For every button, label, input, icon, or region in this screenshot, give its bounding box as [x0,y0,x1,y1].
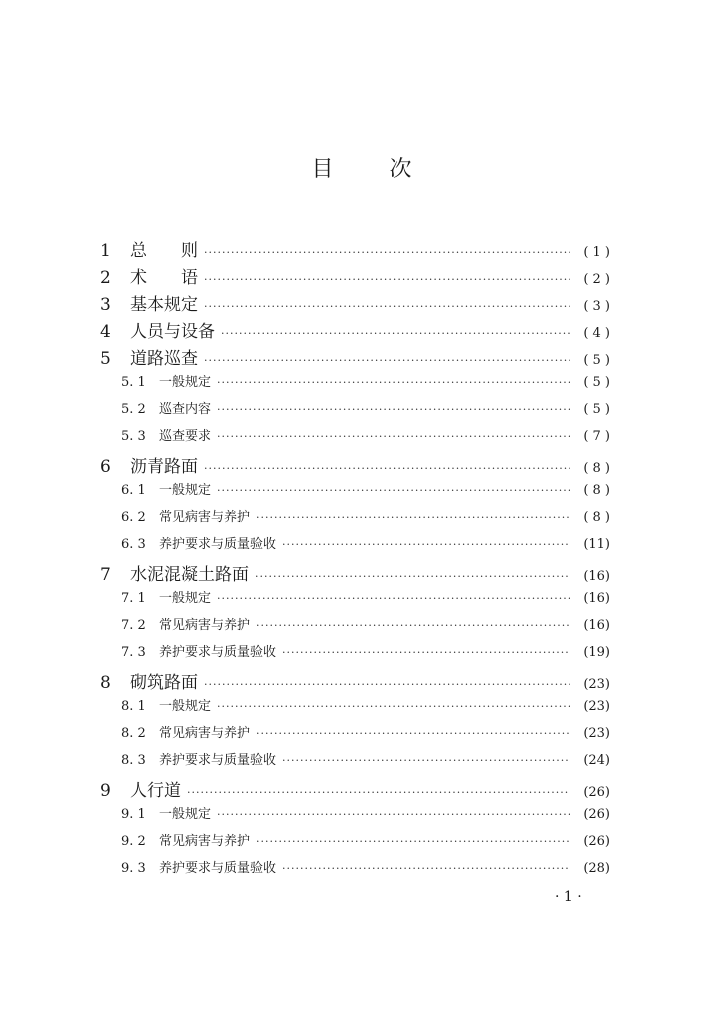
toc-entry-title: 沥青路面 [130,457,198,477]
toc-section-entry[interactable] [100,425,610,452]
toc-entry-title: 常见病害与养护 [159,834,251,849]
toc-chapter-entry[interactable] [100,236,610,263]
toc-dot-leader [217,808,570,821]
toc-entry-page: ( 8 ) [583,461,610,476]
toc-section-entry[interactable] [100,803,610,830]
toc-section-entry[interactable] [100,533,610,560]
toc-dot-leader [204,246,570,259]
toc-entry-title: 巡查要求 [159,429,212,444]
toc-entry-title: 一般规定 [159,375,212,390]
toc-entry-page: (16) [583,591,610,606]
toc-chapter-entry[interactable] [100,452,610,479]
toc-entry-page: ( 5 ) [583,353,610,368]
toc-chapter-entry[interactable] [100,344,610,371]
page-title [0,152,723,183]
toc-entry-number: 3 [100,295,111,315]
toc-entry-title: 养护要求与质量验收 [159,861,277,876]
toc-entry-number: 4 [100,322,111,342]
toc-entry-number: 8. 3 [121,753,146,768]
toc-dot-leader [256,619,570,632]
toc-entry-number: 7 [100,565,111,585]
toc-entry-page: (26) [583,785,610,800]
toc-section-entry[interactable] [100,641,610,668]
toc-section-entry[interactable] [100,722,610,749]
toc-entry-page: ( 4 ) [583,326,610,341]
toc-entry-page: (26) [583,807,610,822]
toc-section-entry[interactable] [100,479,610,506]
page-title-part2: 次 [389,157,412,182]
toc-entry-page: (23) [583,677,610,692]
toc-section-entry[interactable] [100,371,610,398]
toc-entry-title: 术 语 [130,268,198,288]
toc-section-entry[interactable] [100,749,610,776]
toc-chapter-entry[interactable] [100,668,610,695]
toc-entry-number: 9. 2 [121,834,146,849]
toc-entry-title: 养护要求与质量验收 [159,645,277,660]
toc-entry-page: (23) [583,726,610,741]
toc-entry-page: (19) [583,645,610,660]
toc-entry-number: 7. 3 [121,645,146,660]
toc-dot-leader [217,403,570,416]
toc-entry-number: 9. 1 [121,807,146,822]
table-of-contents [100,236,610,884]
toc-dot-leader [204,300,570,313]
toc-dot-leader [217,376,570,389]
toc-section-entry[interactable] [100,695,610,722]
page-title-part1: 目 [311,157,334,182]
toc-entry-title: 一般规定 [159,483,212,498]
toc-entry-number: 6 [100,457,111,477]
toc-entry-title: 一般规定 [159,699,212,714]
toc-entry-page: (16) [583,569,610,584]
toc-entry-title: 常见病害与养护 [159,510,251,525]
toc-entry-title: 一般规定 [159,591,212,606]
toc-chapter-entry[interactable] [100,290,610,317]
toc-chapter-entry[interactable] [100,317,610,344]
toc-dot-leader [204,273,570,286]
toc-entry-page: (28) [583,861,610,876]
toc-entry-title: 常见病害与养护 [159,618,251,633]
toc-entry-page: ( 2 ) [583,272,610,287]
toc-entry-title: 总 则 [130,241,198,261]
toc-entry-number: 9 [100,781,111,801]
toc-entry-number: 8 [100,673,111,693]
toc-entry-number: 5. 1 [121,375,146,390]
toc-chapter-entry[interactable] [100,776,610,803]
toc-entry-number: 8. 2 [121,726,146,741]
toc-dot-leader [282,862,570,875]
toc-entry-number: 5 [100,349,111,369]
toc-entry-number: 5. 2 [121,402,146,417]
toc-entry-page: (11) [583,537,610,552]
toc-entry-title: 常见病害与养护 [159,726,251,741]
toc-dot-leader [221,327,570,340]
toc-entry-number: 7. 2 [121,618,146,633]
toc-dot-leader [217,592,570,605]
toc-entry-page: ( 3 ) [583,299,610,314]
toc-dot-leader [187,786,570,799]
toc-entry-title: 人员与设备 [130,322,215,342]
toc-entry-title: 道路巡查 [130,349,198,369]
toc-entry-page: (16) [583,618,610,633]
toc-dot-leader [255,570,570,583]
toc-entry-number: 9. 3 [121,861,146,876]
toc-section-entry[interactable] [100,614,610,641]
toc-section-entry[interactable] [100,398,610,425]
toc-entry-page: ( 5 ) [583,375,610,390]
toc-entry-page: ( 8 ) [583,510,610,525]
toc-entry-title: 巡查内容 [159,402,212,417]
toc-entry-title: 养护要求与质量验收 [159,537,277,552]
toc-entry-title: 一般规定 [159,807,212,822]
toc-section-entry[interactable] [100,857,610,884]
toc-entry-number: 6. 3 [121,537,146,552]
toc-entry-page: (24) [583,753,610,768]
toc-dot-leader [256,727,570,740]
toc-dot-leader [282,754,570,767]
toc-section-entry[interactable] [100,830,610,857]
toc-entry-page: (26) [583,834,610,849]
page-number: · 1 · [555,889,582,905]
toc-entry-title: 基本规定 [130,295,198,315]
toc-dot-leader [204,678,570,691]
toc-entry-number: 6. 2 [121,510,146,525]
toc-entry-number: 5. 3 [121,429,146,444]
toc-dot-leader [217,700,570,713]
toc-chapter-entry[interactable] [100,560,610,587]
toc-entry-number: 1 [100,241,111,261]
toc-section-entry[interactable] [100,506,610,533]
toc-entry-number: 8. 1 [121,699,146,714]
toc-entry-title: 人行道 [130,781,181,801]
toc-dot-leader [217,484,570,497]
toc-entry-number: 7. 1 [121,591,146,606]
toc-entry-page: ( 5 ) [583,402,610,417]
toc-section-entry[interactable] [100,587,610,614]
toc-entry-title: 养护要求与质量验收 [159,753,277,768]
toc-entry-page: ( 1 ) [583,245,610,260]
toc-entry-page: (23) [583,699,610,714]
toc-dot-leader [282,538,570,551]
toc-dot-leader [204,462,570,475]
toc-dot-leader [256,835,570,848]
toc-entry-number: 6. 1 [121,483,146,498]
toc-entry-number: 2 [100,268,111,288]
toc-dot-leader [282,646,570,659]
toc-chapter-entry[interactable] [100,263,610,290]
toc-entry-title: 砌筑路面 [130,673,198,693]
toc-entry-title: 水泥混凝土路面 [130,565,249,585]
toc-dot-leader [256,511,570,524]
toc-entry-page: ( 8 ) [583,483,610,498]
toc-entry-page: ( 7 ) [583,429,610,444]
toc-dot-leader [204,354,570,367]
toc-dot-leader [217,430,570,443]
